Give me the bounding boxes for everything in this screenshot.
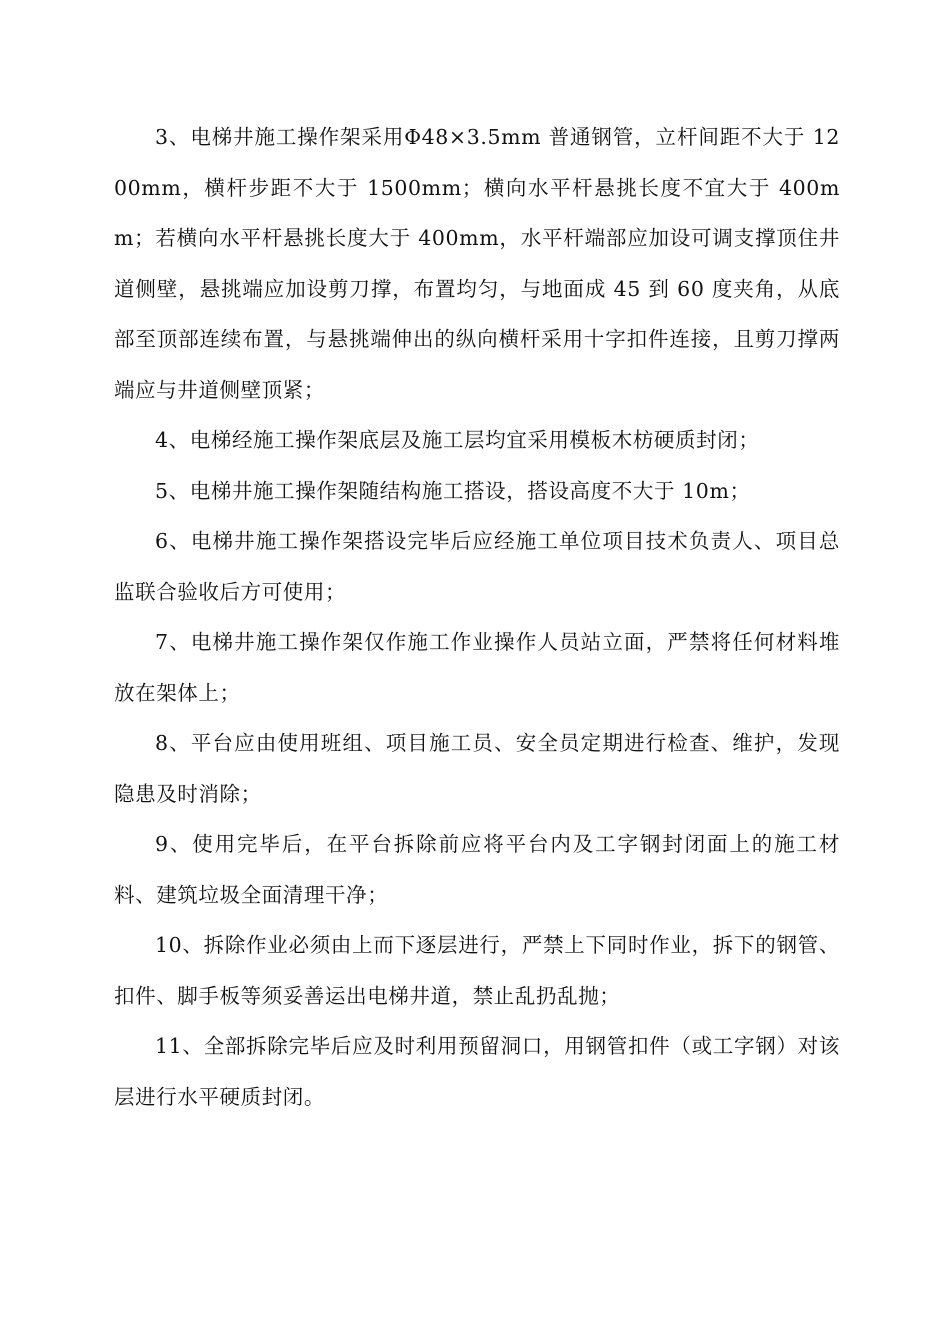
paragraph-item-3: 3、电梯井施工操作架采用Φ48×3.5mm 普通钢管，立杆间距不大于 1200mm，横杆步距不大于 1500mm；横向水平杆悬挑长度不宜大于 400mm；若横向水平杆悬挑长度大于 400mm，水平杆端部应加设可调支撑顶住井道侧壁，悬挑端应加设剪刀撑，布置均匀，与地面成 45 到 60 度夹角，从底部至顶部连续布置，与悬挑端伸出的纵向横杆采用十字扣件连接，且剪刀撑两端应与井道侧壁顶紧； xyxy=(114,125,840,402)
paragraph-item-6: 6、电梯井施工操作架搭设完毕后应经施工单位项目技术负责人、项目总监联合验收后方可使用； xyxy=(114,529,840,604)
paragraph-item-5: 5、电梯井施工操作架随结构施工搭设，搭设高度不大于 10m； xyxy=(155,478,751,503)
document-page xyxy=(114,112,840,1122)
paragraph-item-7: 7、电梯井施工操作架仅作施工作业操作人员站立面，严禁将任何材料堆放在架体上； xyxy=(114,630,840,705)
paragraph-item-9: 9、使用完毕后，在平台拆除前应将平台内及工字钢封闭面上的施工材料、建筑垃圾全面清理干净； xyxy=(114,832,840,907)
paragraph-item-10: 10、拆除作业必须由上而下逐层进行，严禁上下同时作业，拆下的钢管、扣件、脚手板等须妥善运出电梯井道，禁止乱扔乱抛； xyxy=(114,933,840,1008)
paragraph-item-8: 8、平台应由使用班组、项目施工员、安全员定期进行检查、维护，发现隐患及时消除； xyxy=(114,731,840,806)
paragraph-item-4: 4、电梯经施工操作架底层及施工层均宜采用模板木枋硬质封闭； xyxy=(155,428,760,452)
paragraph-item-11: 11、全部拆除完毕后应及时利用预留洞口，用钢管扣件（或工字钢）对该层进行水平硬质封闭。 xyxy=(114,1034,840,1109)
